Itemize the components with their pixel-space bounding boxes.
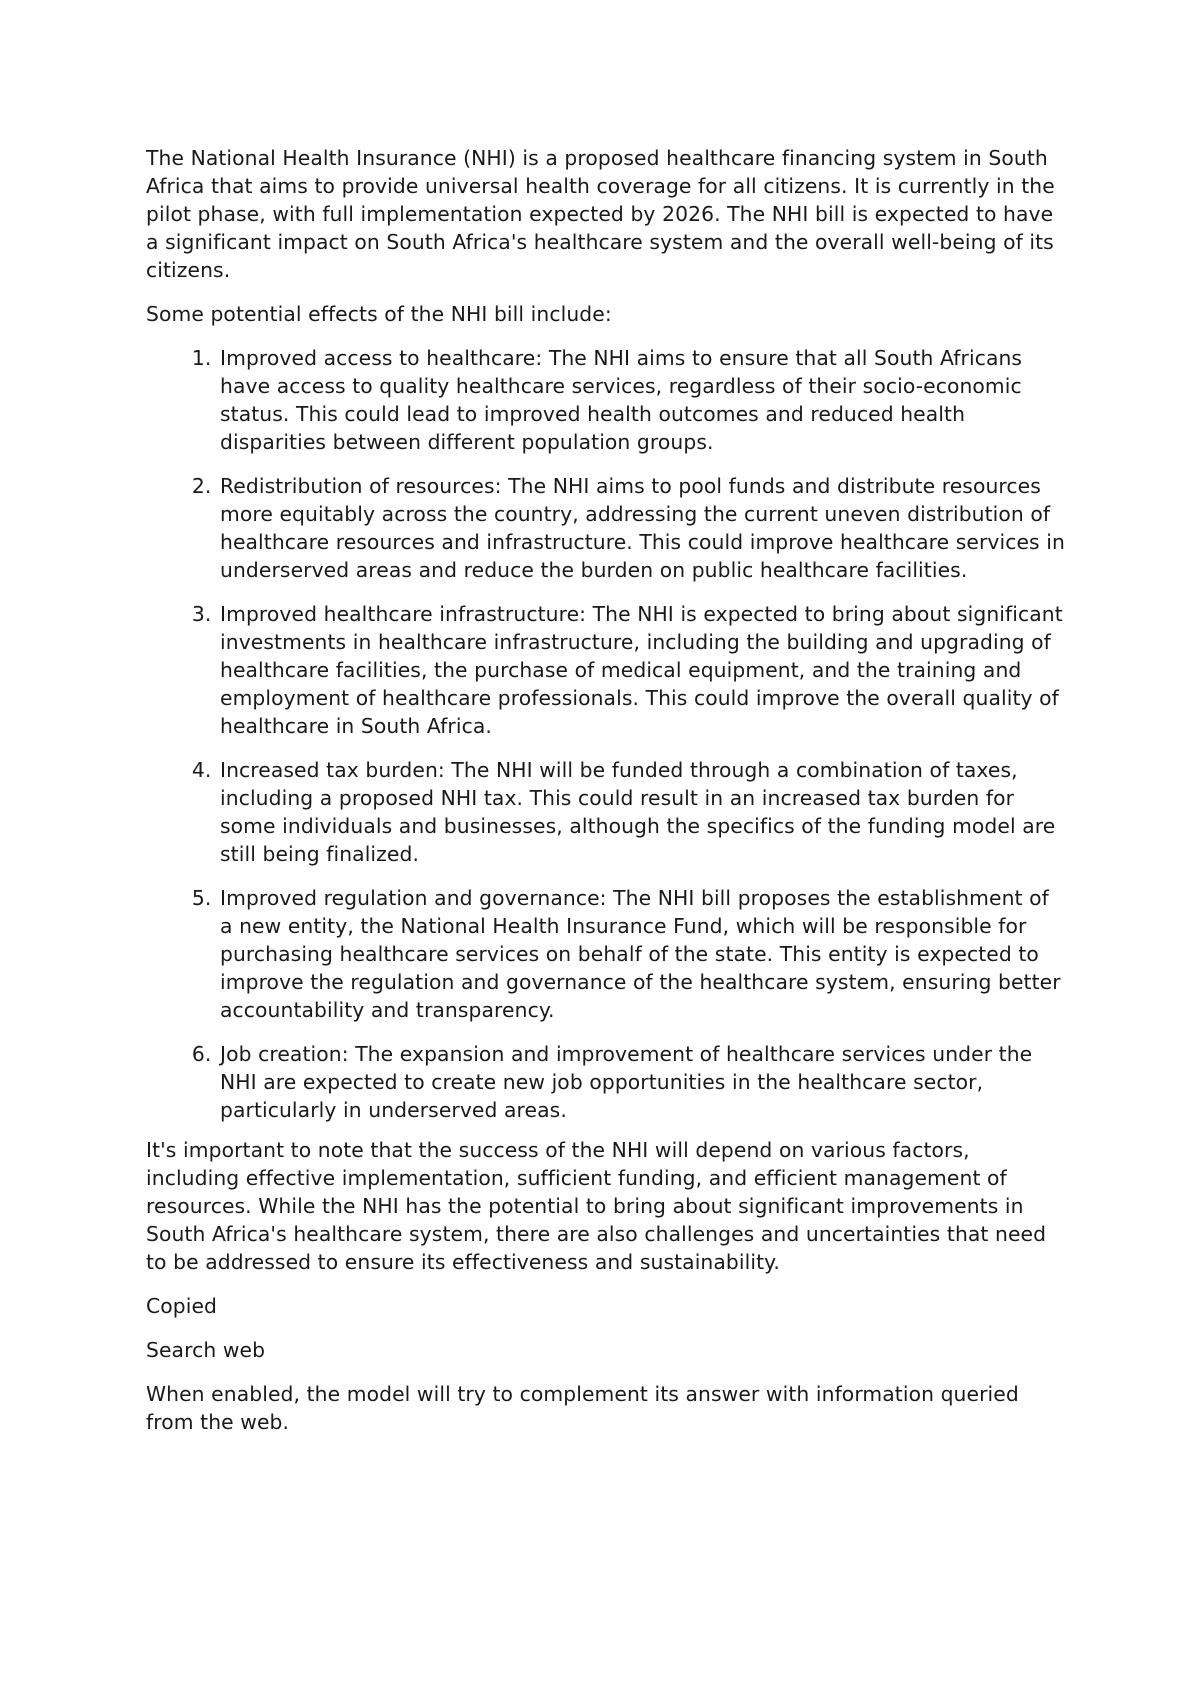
effects-list (146, 344, 1066, 1124)
list-item-infrastructure: 3. Improved healthcare infrastructure: The NHI is expected to bring about significant investments in healthcare infrastructure, including the building and upgrading of healthcare facilities, the purchase of medical equipment, and the training and employment of healthcare professionals. This could improve the overall quality of healthcare in South Africa. (218, 600, 1066, 740)
list-intro: Some potential effects of the NHI bill include: (146, 302, 612, 326)
search-web-description: When enabled, the model will try to complement its answer with information queried from the web. (146, 1382, 1019, 1434)
list-item-job-creation: 6. Job creation: The expansion and improvement of healthcare services under the NHI are expected to create new job opportunities in the healthcare sector, particularly in underserved areas. (218, 1040, 1066, 1124)
intro-paragraph: The National Health Insurance (NHI) is a proposed healthcare financing system in South Africa that aims to provide universal health coverage for all citizens. It is currently in the pilot phase, with full implementation expected by 2026. The NHI bill is expected to have a significant impact on South Africa's healthcare system and the overall well-being of its citizens. (146, 146, 1055, 282)
copied-label: Copied (146, 1294, 218, 1318)
list-item-access: 1. Improved access to healthcare: The NHI aims to ensure that all South Africans have access to quality healthcare services, regardless of their socio-economic status. This could lead to improved health outcomes and reduced health disparities between different population groups. (218, 344, 1066, 456)
list-item-regulation: 5. Improved regulation and governance: The NHI bill proposes the establishment of a new entity, the National Health Insurance Fund, which will be responsible for purchasing healthcare services on behalf of the state. This entity is expected to improve the regulation and governance of the healthcare system, ensuring better accountability and transparency. (218, 884, 1066, 1024)
search-web-label: Search web (146, 1338, 266, 1362)
list-item-tax-burden: 4. Increased tax burden: The NHI will be funded through a combination of taxes, including a proposed NHI tax. This could result in an increased tax burden for some individuals and businesses, although the specifics of the funding model are still being finalized. (218, 756, 1066, 868)
list-item-redistribution: 2. Redistribution of resources: The NHI aims to pool funds and distribute resources more equitably across the country, addressing the current uneven distribution of healthcare resources and infrastructure. This could improve healthcare services in underserved areas and reduce the burden on public healthcare facilities. (218, 472, 1066, 584)
document-page (146, 144, 1066, 1452)
conclusion-paragraph: It's important to note that the success of the NHI will depend on various factors, including effective implementation, sufficient funding, and efficient management of resources. While the NHI has the potential to bring about significant improvements in South Africa's healthcare system, there are also challenges and uncertainties that need to be addressed to ensure its effectiveness and sustainability. (146, 1138, 1047, 1274)
